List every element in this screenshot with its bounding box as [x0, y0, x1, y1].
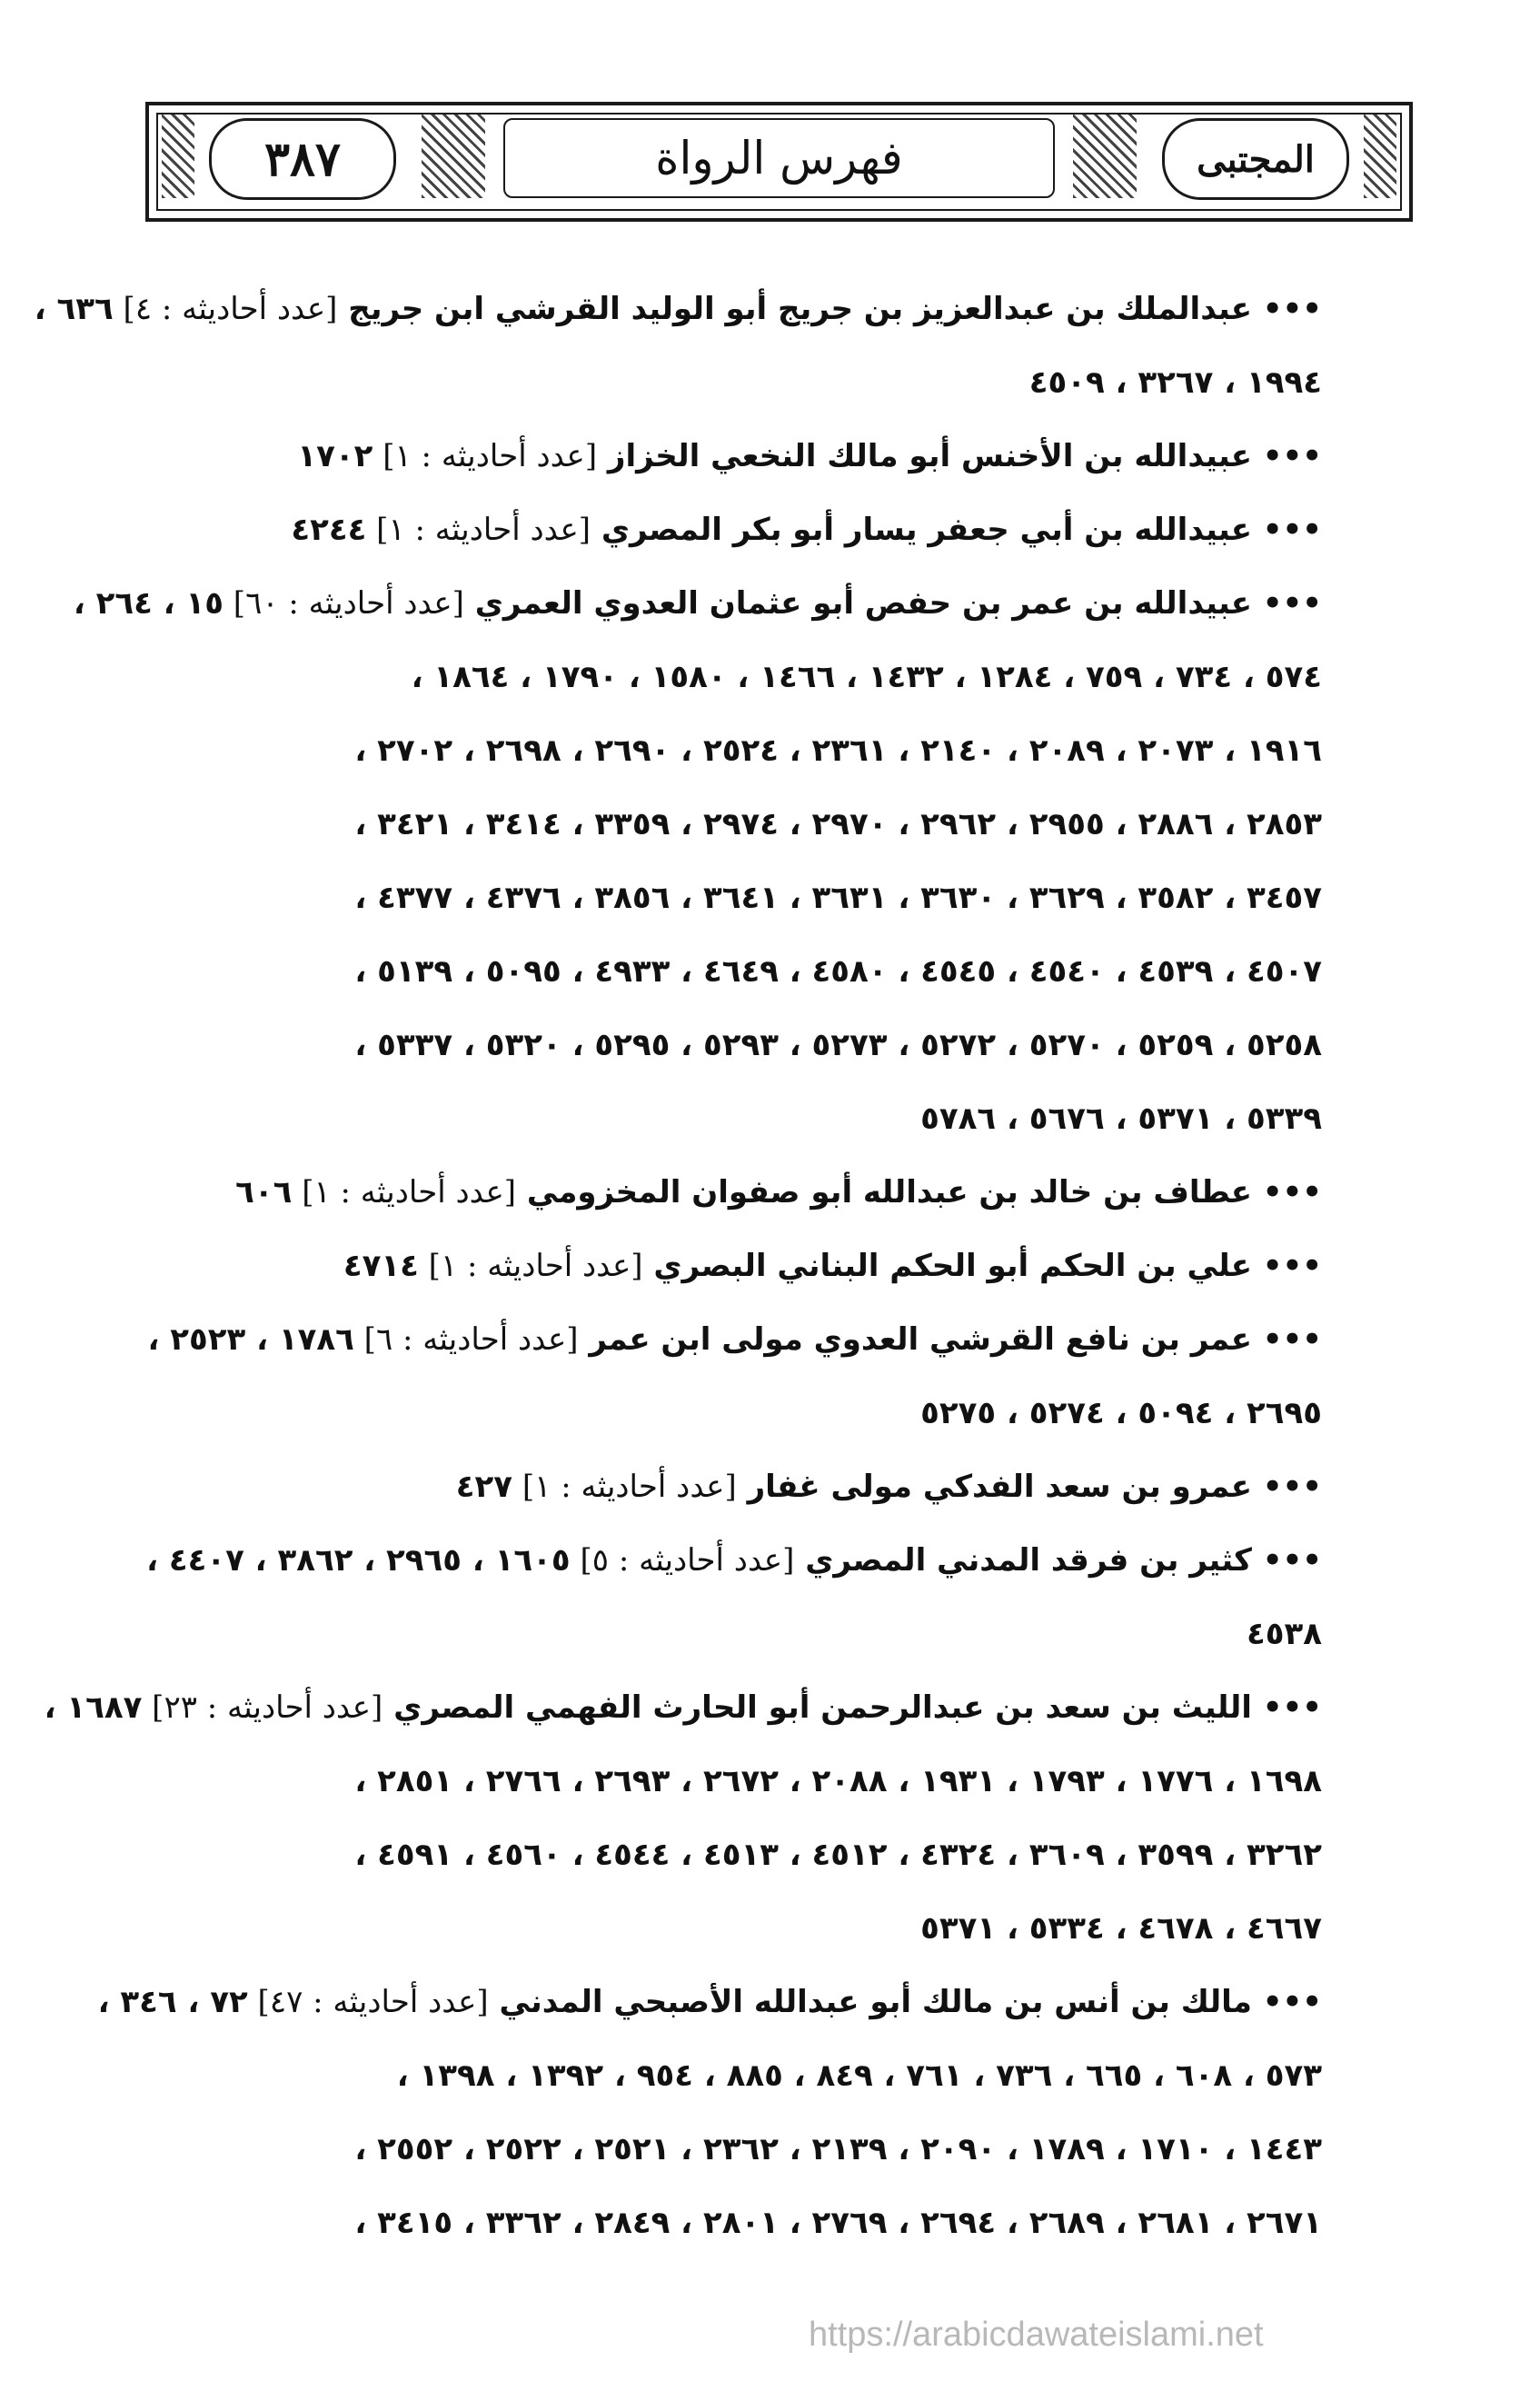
hadith-numbers: ٦٣٦ ، [34, 291, 114, 327]
hadith-count: [عدد أحاديثه : ١] [292, 1174, 517, 1210]
hadith-numbers: ٤٢٧ [455, 1469, 513, 1505]
narrator-name: عبيدالله بن أبي جعفر يسار أبو بكر المصري [591, 512, 1263, 548]
hadith-count: [عدد أحاديثه : ٦] [353, 1321, 579, 1358]
entry-bullet: ••• [1262, 1984, 1322, 2020]
narrators-index-list [34, 273, 1322, 2260]
narrator-name: علي بن الحكم أبو الحكم البناني البصري [642, 1248, 1263, 1284]
hadith-numbers-line: ٥٣٣٩ ، ٥٣٧١ ، ٥٦٧٦ ، ٥٧٨٦ [920, 1101, 1322, 1137]
hadith-count: [عدد أحاديثه : ١] [366, 512, 591, 548]
hadith-numbers-line: ٣٤٥٧ ، ٣٥٨٢ ، ٣٦٢٩ ، ٣٦٣٠ ، ٣٦٣١ ، ٣٦٤١ ، ٣٨٥٦ ، ٤٣٧٦ ، ٤٣٧٧ ، [354, 880, 1322, 916]
hadith-numbers: ١٧٨٦ ، ٢٥٢٣ ، [147, 1321, 354, 1358]
narrator-entry [123, 493, 1322, 567]
book-logo: المجتبى [1162, 118, 1349, 200]
hadith-numbers-line: ٢٨٥٣ ، ٢٨٨٦ ، ٢٩٥٥ ، ٢٩٦٢ ، ٢٩٧٠ ، ٢٩٧٤ ، ٣٣٥٩ ، ٣٤١٤ ، ٣٤٢١ ، [354, 806, 1322, 842]
entry-bullet: ••• [1262, 1321, 1322, 1358]
entry-bullet: ••• [1262, 291, 1322, 327]
entry-bullet: ••• [1262, 1469, 1322, 1505]
narrator-name: الليث بن سعد بن عبدالرحمن أبو الحارث الفهمي المصري [383, 1689, 1263, 1726]
entry-bullet: ••• [1262, 438, 1322, 474]
ornament-right-outer [1364, 115, 1396, 198]
hadith-numbers: ١٥ ، ٢٦٤ ، [73, 585, 224, 622]
narrator-entry [73, 567, 1322, 641]
hadith-count: [عدد أحاديثه : ١] [418, 1248, 643, 1284]
narrator-entry [123, 1230, 1322, 1303]
hadith-numbers-line: ١٩٩٤ ، ٣٢٦٧ ، ٤٥٠٩ [1028, 364, 1322, 401]
narrator-entry [123, 1450, 1322, 1524]
hadith-numbers-line: ١٤٤٣ ، ١٧١٠ ، ١٧٨٩ ، ٢٠٩٠ ، ٢١٣٩ ، ٢٣٦٢ ، ٢٥٢١ ، ٢٥٢٢ ، ٢٥٥٢ ، [354, 2131, 1322, 2167]
hadith-numbers-line: ٥٢٥٨ ، ٥٢٥٩ ، ٥٢٧٠ ، ٥٢٧٢ ، ٥٢٧٣ ، ٥٢٩٣ ، ٥٢٩٥ ، ٥٣٢٠ ، ٥٣٣٧ ، [354, 1027, 1322, 1063]
hadith-count: [عدد أحاديثه : ٤] [113, 291, 338, 327]
narrator-entry [44, 1671, 1322, 1745]
hadith-numbers: ٧٢ ، ٣٤٦ ، [97, 1984, 248, 2020]
hadith-numbers-line: ٣٢٦٢ ، ٣٥٩٩ ، ٣٦٠٩ ، ٤٣٢٤ ، ٤٥١٢ ، ٤٥١٣ ، ٤٥٤٤ ، ٤٥٦٠ ، ٤٥٩١ ، [354, 1837, 1322, 1873]
narrator-entry [123, 1156, 1322, 1230]
page-number: ٣٨٧ [209, 118, 396, 200]
hadith-numbers: ١٦٠٥ ، ٢٩٦٥ ، ٣٨٦٢ ، ٤٤٠٧ ، [146, 1542, 571, 1579]
narrator-name: مالك بن أنس بن مالك أبو عبدالله الأصبحي المدني [488, 1984, 1263, 2020]
narrator-name: عبيدالله بن الأخنس أبو مالك النخعي الخزاز [597, 438, 1263, 474]
entry-bullet: ••• [1262, 585, 1322, 622]
narrator-name: عمرو بن سعد الفدكي مولى غفار [736, 1469, 1263, 1505]
hadith-numbers: ١٧٠٢ [297, 438, 373, 474]
hadith-count: [عدد أحاديثه : ٦٠] [223, 585, 464, 622]
ornament-left-outer [162, 115, 194, 198]
narrator-entry [123, 1303, 1322, 1377]
page-title: فهرس الرواة [503, 118, 1055, 198]
hadith-numbers-line: ٤٥٣٨ [1246, 1616, 1322, 1652]
narrator-name: كثير بن فرقد المدني المصري [794, 1542, 1263, 1579]
hadith-numbers-line: ٥٧٤ ، ٧٣٤ ، ٧٥٩ ، ١٢٨٤ ، ١٤٣٢ ، ١٤٦٦ ، ١٥٨٠ ، ١٧٩٠ ، ١٨٦٤ ، [411, 659, 1322, 695]
hadith-numbers: ٦٠٦ [235, 1174, 293, 1210]
hadith-count: [عدد أحاديثه : ٤٧] [247, 1984, 489, 2020]
hadith-numbers-line: ١٦٩٨ ، ١٧٧٦ ، ١٧٩٣ ، ١٩٣١ ، ٢٠٨٨ ، ٢٦٧٢ ، ٢٦٩٣ ، ٢٧٦٦ ، ٢٨٥١ ، [354, 1763, 1322, 1799]
hadith-numbers-line: ٤٦٦٧ ، ٤٦٧٨ ، ٥٣٣٤ ، ٥٣٧١ [920, 1910, 1322, 1947]
entry-bullet: ••• [1262, 1248, 1322, 1284]
page-header [145, 102, 1413, 222]
narrator-name: عبدالملك بن عبدالعزيز بن جريج أبو الوليد القرشي ابن جريج [337, 291, 1263, 327]
hadith-count: [عدد أحاديثه : ١] [512, 1469, 737, 1505]
entry-bullet: ••• [1262, 1174, 1322, 1210]
hadith-numbers: ١٦٨٧ ، [44, 1689, 143, 1726]
narrator-entry [97, 1966, 1322, 2039]
hadith-count: [عدد أحاديثه : ١] [373, 438, 598, 474]
watermark-url: https://arabicdawateislami.net [809, 2316, 1264, 2354]
narrator-entry [123, 420, 1322, 493]
hadith-numbers-line: ١٩١٦ ، ٢٠٧٣ ، ٢٠٨٩ ، ٢١٤٠ ، ٢٣٦١ ، ٢٥٢٤ ، ٢٦٩٠ ، ٢٦٩٨ ، ٢٧٠٢ ، [354, 732, 1322, 769]
hadith-numbers-line: ٥٧٣ ، ٦٠٨ ، ٦٦٥ ، ٧٣٦ ، ٧٦١ ، ٨٤٩ ، ٨٨٥ ، ٩٥٤ ، ١٣٩٢ ، ١٣٩٨ ، [396, 2057, 1322, 2094]
hadith-count: [عدد أحاديثه : ٢٣] [142, 1689, 383, 1726]
entry-bullet: ••• [1262, 512, 1322, 548]
entry-bullet: ••• [1262, 1689, 1322, 1726]
hadith-numbers-line: ٢٦٩٥ ، ٥٠٩٤ ، ٥٢٧٤ ، ٥٢٧٥ [920, 1395, 1322, 1431]
hadith-numbers: ٤٧١٤ [343, 1248, 419, 1284]
hadith-numbers-line: ٤٥٠٧ ، ٤٥٣٩ ، ٤٥٤٠ ، ٤٥٤٥ ، ٤٥٨٠ ، ٤٦٤٩ ، ٤٩٣٣ ، ٥٠٩٥ ، ٥١٣٩ ، [354, 953, 1322, 990]
narrator-entry [123, 1524, 1322, 1598]
hadith-count: [عدد أحاديثه : ٥] [570, 1542, 795, 1579]
entry-bullet: ••• [1262, 1542, 1322, 1579]
ornament-left-inner [422, 115, 485, 198]
hadith-numbers: ٤٢٤٤ [291, 512, 367, 548]
narrator-name: عطاف بن خالد بن عبدالله أبو صفوان المخزومي [516, 1174, 1263, 1210]
narrator-name: عمر بن نافع القرشي العدوي مولى ابن عمر [578, 1321, 1263, 1358]
hadith-numbers-line: ٢٦٧١ ، ٢٦٨١ ، ٢٦٨٩ ، ٢٦٩٤ ، ٢٧٦٩ ، ٢٨٠١ ، ٢٨٤٩ ، ٣٣٦٢ ، ٣٤١٥ ، [354, 2205, 1322, 2241]
ornament-right-inner [1073, 115, 1137, 198]
narrator-name: عبيدالله بن عمر بن حفص أبو عثمان العدوي العمري [463, 585, 1263, 622]
narrator-entry [34, 273, 1322, 346]
